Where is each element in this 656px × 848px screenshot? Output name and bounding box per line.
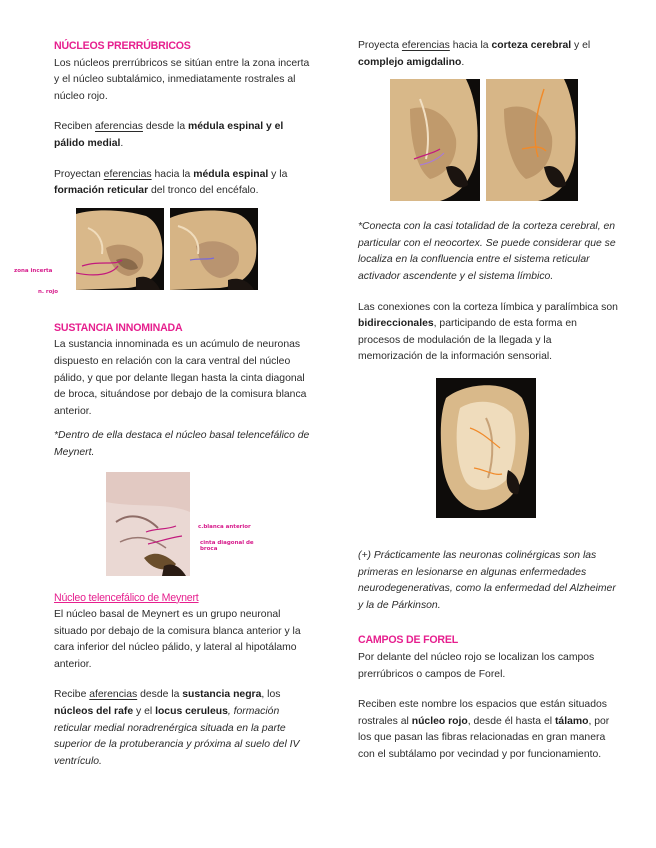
italic-text: *Dentro de ella destaca el núcleo basal telencefálico de Meynert. [54,430,310,458]
underlined-term: eferencias [401,40,450,51]
bold-term: corteza cerebral [491,40,572,51]
right-column [358,38,618,763]
paragraph [54,167,316,200]
brain-image-coronal-wrapper [436,378,618,518]
annotation-cinta-diagonal-broca: cinta diagonal de broca [200,540,254,552]
brain-section-image [170,208,258,290]
paragraph [54,687,316,770]
bold-term: locus ceruleus [155,706,228,718]
paragraph [358,300,618,366]
underlined-term: eferencias [103,168,152,180]
paragraph: La sustancia innominada es un acúmulo de neuronas dispuesto en relación con la cara ventral del núcleo pálido, y que por delante llegan hasta la cinta diagonal de broca, situándose por debajo de la comisura blanca anterior. [54,339,307,417]
brain-section-image [390,79,480,201]
bold-term: bidireccionales [358,318,434,330]
brain-images-row-1 [76,208,316,290]
paragraph-italic [358,219,618,285]
heading-sustancia-innominada: SUSTANCIA INNOMINADA [54,321,183,334]
text: del tronco del encéfalo. [148,185,259,197]
italic-text: *Conecta con la casi totalidad de la corteza cerebral, en particular con el neocortex. Se puede considerar que se localiza en la confluencia entre el sistema reticular activador ascendente y el sistema límbico. [358,221,616,282]
paragraph [358,697,618,763]
text: y el [133,706,156,718]
paragraph [358,38,618,71]
paragraph [54,119,316,152]
text: , participando de esta forma en procesos de modulación de la llegada y la memorización de la información sensorial. [358,318,577,363]
bold-term: tálamo [554,715,589,727]
annotation-zona-incerta: zona incerta [14,268,53,274]
italic-text: (+) Prácticamente las neuronas colinérgicas son las primeras en lesionarse en algunas enfermedades neurodegenerativas, como la enfermedad del Alzheimer y la de Párkinson. [358,549,616,611]
text: y el [571,40,591,51]
text: , los [261,689,281,701]
bold-term: núcleos del rafe [54,706,134,718]
text: Recibe [54,689,90,701]
bold-term: núcleo rojo [411,715,468,727]
text: Las conexiones con la corteza límbica y paralímbica son [358,301,618,313]
paragraph: El núcleo basal de Meynert es un grupo neuronal situado por debajo de la comisura blanca anterior y la cara inferior del núcleo pálido, y lateral al hipotálamo anterior. [54,609,301,670]
paragraph: Los núcleos prerrúbricos se sitúan entre la zona incerta y el núcleo subtalámico, inmediatamente rostrales al núcleo rojo. [54,57,310,102]
brain-section-image [106,472,190,576]
text: , por los que pasan las fibras relacionadas en gran manera con el subtálamo por vecindad y por funcionamiento. [358,715,610,760]
heading-nucleos-prerrubricos: NÚCLEOS PRERRÚBRICOS [54,40,191,52]
bold-term: médula espinal [193,168,269,180]
annotation-nucleo-rojo: n. rojo [38,289,59,295]
annotation-comisura-blanca-anterior: c.blanca anterior [198,524,251,530]
heading-nucleo-meynert: Núcleo telencefálico de Meynert [54,591,199,604]
paragraph-italic [54,428,316,461]
text: desde la [137,689,183,701]
bold-term: médula espinal y el pálido medial [54,121,284,149]
left-column [54,38,316,770]
underlined-term: aferencias [95,121,143,133]
bold-term: complejo amigdalino [358,56,462,68]
text: y la [268,168,288,180]
text: hacia la [151,168,194,180]
text: desde la [142,121,189,133]
paragraph-italic [358,548,618,614]
brain-images-row-2 [390,79,618,201]
paragraph: Por delante del núcleo rojo se localizan los campos prerrúbricos o campos de Forel. [358,651,595,680]
text: , desde él hasta el [467,715,555,727]
bold-term: formación reticular [54,185,149,197]
text: . [120,137,124,149]
italic-text: , formación reticular medial noradrenérgica situada en la parte superior de la protuberancia y próxima al suelo del IV ventrículo. [54,706,300,767]
text: Proyectan [54,168,104,180]
brain-section-image [486,79,578,201]
underlined-term: aferencias [89,689,138,701]
brain-section-image [436,378,536,518]
text: . [461,56,465,68]
bold-term: sustancia negra [182,689,262,701]
text: Proyecta [358,40,402,51]
text: Reciben este nombre los espacios que están situados rostrales al [358,699,607,727]
heading-campos-de-forel: CAMPOS DE FOREL [358,634,458,647]
text: hacia la [449,40,492,51]
text: Reciben [54,121,96,133]
brain-section-image [76,208,164,290]
